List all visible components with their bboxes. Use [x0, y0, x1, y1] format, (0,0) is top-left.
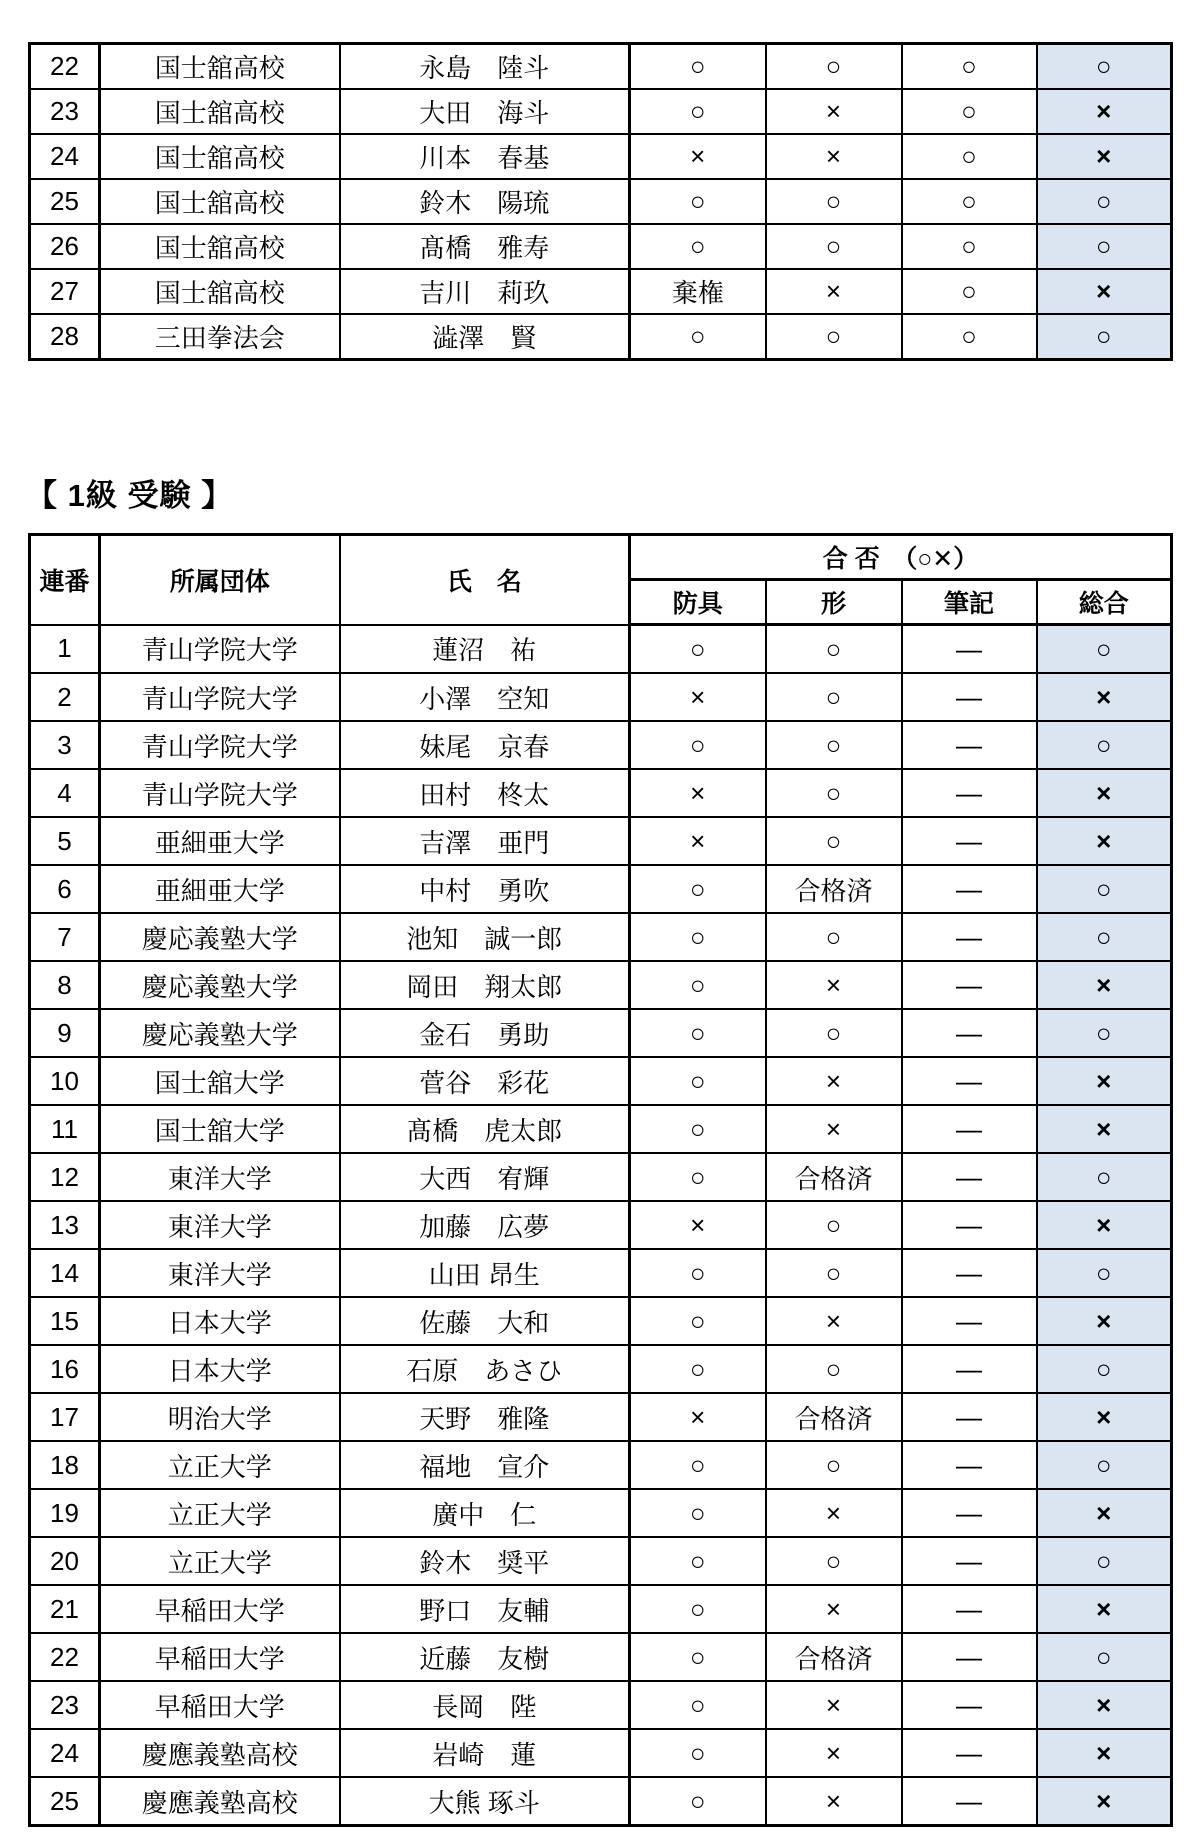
cell-org: 亜細亜大学	[100, 817, 340, 865]
cell-kata: ○	[766, 913, 902, 961]
cell-no: 16	[30, 1345, 100, 1393]
cell-name: 中村 勇吹	[340, 865, 630, 913]
table-row	[30, 1249, 1172, 1297]
cell-hikki: ―	[902, 865, 1037, 913]
cell-bogu: ○	[630, 1537, 766, 1585]
cell-kata: ○	[766, 817, 902, 865]
cell-bogu: 棄権	[630, 269, 766, 314]
cell-org: 青山学院大学	[100, 721, 340, 769]
cell-no: 17	[30, 1393, 100, 1441]
cell-kata: ×	[766, 1585, 902, 1633]
cell-org: 三田拳法会	[100, 314, 340, 360]
cell-name: 長岡 陛	[340, 1681, 630, 1729]
cell-hikki: ―	[902, 1441, 1037, 1489]
cell-hikki: ―	[902, 1345, 1037, 1393]
cell-hikki: ○	[902, 44, 1037, 90]
cell-kata: ○	[766, 224, 902, 269]
cell-name: 金石 勇助	[340, 1009, 630, 1057]
cell-name: 吉川 莉玖	[340, 269, 630, 314]
cell-sogo: ○	[1037, 314, 1172, 360]
table-row	[30, 134, 1172, 179]
cell-bogu: ○	[630, 961, 766, 1009]
table-row	[30, 721, 1172, 769]
cell-no: 8	[30, 961, 100, 1009]
cell-kata: ×	[766, 1729, 902, 1777]
table-row	[30, 1009, 1172, 1057]
cell-no: 22	[30, 1633, 100, 1681]
cell-name: 野口 友輔	[340, 1585, 630, 1633]
cell-bogu: ○	[630, 44, 766, 90]
cell-hikki: ―	[902, 1489, 1037, 1537]
col-header-organization: 所属団体	[100, 535, 340, 625]
cell-bogu: ×	[630, 1201, 766, 1249]
cell-name: 吉澤 亜門	[340, 817, 630, 865]
cell-bogu: ×	[630, 134, 766, 179]
cell-sogo: ○	[1037, 179, 1172, 224]
cell-sogo: ○	[1037, 913, 1172, 961]
cell-sogo: ○	[1037, 1633, 1172, 1681]
cell-hikki: ○	[902, 224, 1037, 269]
cell-name: 大田 海斗	[340, 89, 630, 134]
cell-sogo: ○	[1037, 44, 1172, 90]
cell-kata: ○	[766, 314, 902, 360]
table-row	[30, 1153, 1172, 1201]
cell-kata: ×	[766, 1297, 902, 1345]
table-row	[30, 1777, 1172, 1826]
col-header-overall: 総合	[1037, 580, 1172, 625]
cell-bogu: ○	[630, 625, 766, 674]
cell-kata: 合格済	[766, 1153, 902, 1201]
results-table-continued-body	[30, 44, 1172, 360]
cell-name: 池知 誠一郎	[340, 913, 630, 961]
cell-org: 早稲田大学	[100, 1681, 340, 1729]
cell-bogu: ○	[630, 1057, 766, 1105]
cell-org: 青山学院大学	[100, 673, 340, 721]
cell-hikki: ―	[902, 1009, 1037, 1057]
cell-org: 国士舘高校	[100, 269, 340, 314]
cell-sogo: ×	[1037, 134, 1172, 179]
cell-bogu: ○	[630, 179, 766, 224]
cell-org: 早稲田大学	[100, 1585, 340, 1633]
table-row	[30, 769, 1172, 817]
cell-no: 21	[30, 1585, 100, 1633]
table-row	[30, 1681, 1172, 1729]
cell-no: 18	[30, 1441, 100, 1489]
cell-hikki: ―	[902, 1633, 1037, 1681]
cell-no: 15	[30, 1297, 100, 1345]
cell-org: 東洋大学	[100, 1153, 340, 1201]
cell-name: 川本 春基	[340, 134, 630, 179]
cell-no: 23	[30, 89, 100, 134]
level1-exam-table	[28, 533, 1173, 1827]
cell-sogo: ×	[1037, 1057, 1172, 1105]
cell-kata: ○	[766, 1249, 902, 1297]
cell-org: 東洋大学	[100, 1249, 340, 1297]
table-row	[30, 625, 1172, 674]
cell-name: 鈴木 奨平	[340, 1537, 630, 1585]
results-table-continued	[28, 42, 1173, 361]
cell-hikki: ―	[902, 1537, 1037, 1585]
cell-org: 国士舘高校	[100, 134, 340, 179]
cell-org: 立正大学	[100, 1489, 340, 1537]
cell-hikki: ○	[902, 314, 1037, 360]
table-row	[30, 314, 1172, 360]
cell-bogu: ○	[630, 1153, 766, 1201]
cell-sogo: ×	[1037, 769, 1172, 817]
cell-name: 永島 陸斗	[340, 44, 630, 90]
cell-sogo: ×	[1037, 269, 1172, 314]
cell-name: 佐藤 大和	[340, 1297, 630, 1345]
cell-sogo: ×	[1037, 1393, 1172, 1441]
cell-sogo: ×	[1037, 1729, 1172, 1777]
cell-name: 鈴木 陽琉	[340, 179, 630, 224]
cell-org: 国士舘大学	[100, 1105, 340, 1153]
cell-kata: 合格済	[766, 1393, 902, 1441]
cell-bogu: ○	[630, 1585, 766, 1633]
cell-org: 明治大学	[100, 1393, 340, 1441]
cell-hikki: ―	[902, 1297, 1037, 1345]
cell-kata: ○	[766, 1009, 902, 1057]
cell-hikki: ○	[902, 134, 1037, 179]
cell-name: 廣中 仁	[340, 1489, 630, 1537]
cell-hikki: ―	[902, 721, 1037, 769]
cell-org: 立正大学	[100, 1537, 340, 1585]
cell-bogu: ○	[630, 1729, 766, 1777]
col-header-bogu: 防具	[630, 580, 766, 625]
cell-bogu: ○	[630, 865, 766, 913]
cell-org: 立正大学	[100, 1441, 340, 1489]
cell-hikki: ○	[902, 89, 1037, 134]
table-row	[30, 1297, 1172, 1345]
table-row	[30, 1345, 1172, 1393]
cell-org: 国士舘高校	[100, 44, 340, 90]
cell-no: 7	[30, 913, 100, 961]
cell-name: 菅谷 彩花	[340, 1057, 630, 1105]
table-row	[30, 1441, 1172, 1489]
cell-hikki: ―	[902, 913, 1037, 961]
cell-kata: ×	[766, 961, 902, 1009]
cell-hikki: ○	[902, 269, 1037, 314]
table-row	[30, 1201, 1172, 1249]
cell-name: 加藤 広夢	[340, 1201, 630, 1249]
cell-kata: ○	[766, 1345, 902, 1393]
cell-no: 19	[30, 1489, 100, 1537]
cell-bogu: ○	[630, 721, 766, 769]
cell-no: 1	[30, 625, 100, 674]
cell-name: 近藤 友樹	[340, 1633, 630, 1681]
cell-sogo: ×	[1037, 1777, 1172, 1826]
table-row	[30, 44, 1172, 90]
cell-no: 13	[30, 1201, 100, 1249]
table-row	[30, 89, 1172, 134]
cell-hikki: ―	[902, 1249, 1037, 1297]
table-row	[30, 865, 1172, 913]
cell-bogu: ○	[630, 224, 766, 269]
col-header-written: 筆記	[902, 580, 1037, 625]
cell-kata: 合格済	[766, 865, 902, 913]
cell-sogo: ×	[1037, 1585, 1172, 1633]
cell-bogu: ×	[630, 1393, 766, 1441]
cell-org: 慶応義塾大学	[100, 1009, 340, 1057]
cell-name: 天野 雅隆	[340, 1393, 630, 1441]
cell-hikki: ―	[902, 1585, 1037, 1633]
cell-bogu: ○	[630, 1345, 766, 1393]
cell-sogo: ×	[1037, 1105, 1172, 1153]
cell-no: 27	[30, 269, 100, 314]
cell-bogu: ○	[630, 1681, 766, 1729]
cell-no: 6	[30, 865, 100, 913]
cell-bogu: ○	[630, 1633, 766, 1681]
cell-no: 25	[30, 179, 100, 224]
cell-kata: ○	[766, 179, 902, 224]
cell-no: 4	[30, 769, 100, 817]
cell-kata: ×	[766, 1105, 902, 1153]
cell-name: 澁澤 賢	[340, 314, 630, 360]
cell-no: 22	[30, 44, 100, 90]
cell-bogu: ○	[630, 1297, 766, 1345]
cell-no: 2	[30, 673, 100, 721]
cell-name: 山田 昂生	[340, 1249, 630, 1297]
cell-hikki: ―	[902, 817, 1037, 865]
cell-hikki: ―	[902, 1681, 1037, 1729]
cell-sogo: ×	[1037, 1489, 1172, 1537]
cell-org: 日本大学	[100, 1345, 340, 1393]
cell-sogo: ×	[1037, 817, 1172, 865]
table-row	[30, 961, 1172, 1009]
cell-sogo: ×	[1037, 89, 1172, 134]
cell-bogu: ○	[630, 1489, 766, 1537]
table-row	[30, 673, 1172, 721]
cell-sogo: ×	[1037, 1201, 1172, 1249]
cell-name: 田村 柊太	[340, 769, 630, 817]
cell-hikki: ―	[902, 961, 1037, 1009]
table-row	[30, 817, 1172, 865]
cell-org: 国士舘高校	[100, 179, 340, 224]
col-header-kata: 形	[766, 580, 902, 625]
table-row	[30, 913, 1172, 961]
cell-sogo: ×	[1037, 673, 1172, 721]
cell-bogu: ○	[630, 1777, 766, 1826]
cell-sogo: ○	[1037, 625, 1172, 674]
cell-hikki: ―	[902, 1393, 1037, 1441]
cell-bogu: ×	[630, 673, 766, 721]
cell-kata: ○	[766, 625, 902, 674]
cell-kata: ×	[766, 269, 902, 314]
cell-no: 9	[30, 1009, 100, 1057]
cell-name: 小澤 空知	[340, 673, 630, 721]
cell-org: 慶應義塾高校	[100, 1729, 340, 1777]
cell-bogu: ○	[630, 1105, 766, 1153]
cell-name: 大西 宥輝	[340, 1153, 630, 1201]
cell-no: 14	[30, 1249, 100, 1297]
col-header-number: 連番	[30, 535, 100, 625]
cell-hikki: ―	[902, 673, 1037, 721]
cell-hikki: ―	[902, 1777, 1037, 1826]
cell-sogo: ○	[1037, 1249, 1172, 1297]
cell-bogu: ○	[630, 1249, 766, 1297]
cell-bogu: ○	[630, 89, 766, 134]
cell-kata: ○	[766, 1441, 902, 1489]
cell-kata: ×	[766, 1489, 902, 1537]
cell-sogo: ○	[1037, 1441, 1172, 1489]
table-row	[30, 1537, 1172, 1585]
cell-name: 岩崎 蓮	[340, 1729, 630, 1777]
cell-kata: ○	[766, 44, 902, 90]
cell-org: 国士舘高校	[100, 224, 340, 269]
cell-no: 10	[30, 1057, 100, 1105]
col-header-pass-fail-group: 合 否 （○✕）	[630, 535, 1172, 580]
cell-no: 12	[30, 1153, 100, 1201]
cell-sogo: ○	[1037, 721, 1172, 769]
cell-kata: 合格済	[766, 1633, 902, 1681]
cell-hikki: ―	[902, 1057, 1037, 1105]
cell-hikki: ―	[902, 1153, 1037, 1201]
cell-no: 25	[30, 1777, 100, 1826]
cell-no: 3	[30, 721, 100, 769]
cell-bogu: ×	[630, 769, 766, 817]
cell-name: 大熊 琢斗	[340, 1777, 630, 1826]
cell-kata: ○	[766, 673, 902, 721]
cell-no: 28	[30, 314, 100, 360]
table-row	[30, 1393, 1172, 1441]
cell-org: 慶應義塾高校	[100, 1777, 340, 1826]
cell-sogo: ○	[1037, 865, 1172, 913]
cell-kata: ×	[766, 89, 902, 134]
cell-bogu: ○	[630, 1441, 766, 1489]
cell-no: 20	[30, 1537, 100, 1585]
table-row	[30, 1585, 1172, 1633]
cell-org: 亜細亜大学	[100, 865, 340, 913]
cell-hikki: ―	[902, 1105, 1037, 1153]
cell-org: 慶応義塾大学	[100, 913, 340, 961]
cell-kata: ×	[766, 134, 902, 179]
table-row	[30, 269, 1172, 314]
cell-kata: ○	[766, 721, 902, 769]
table-row	[30, 1105, 1172, 1153]
cell-sogo: ○	[1037, 1345, 1172, 1393]
col-header-name: 氏 名	[340, 535, 630, 625]
cell-hikki: ―	[902, 1201, 1037, 1249]
table-row	[30, 1489, 1172, 1537]
table-row	[30, 179, 1172, 224]
cell-sogo: ○	[1037, 224, 1172, 269]
cell-bogu: ○	[630, 913, 766, 961]
cell-hikki: ○	[902, 179, 1037, 224]
cell-sogo: ×	[1037, 961, 1172, 1009]
cell-name: 岡田 翔太郎	[340, 961, 630, 1009]
cell-org: 東洋大学	[100, 1201, 340, 1249]
cell-no: 24	[30, 1729, 100, 1777]
cell-org: 早稲田大学	[100, 1633, 340, 1681]
cell-name: 妹尾 京春	[340, 721, 630, 769]
cell-org: 日本大学	[100, 1297, 340, 1345]
cell-kata: ×	[766, 1681, 902, 1729]
cell-kata: ○	[766, 1201, 902, 1249]
table-row	[30, 1633, 1172, 1681]
cell-name: 石原 あさひ	[340, 1345, 630, 1393]
cell-kata: ×	[766, 1057, 902, 1105]
cell-org: 青山学院大学	[100, 625, 340, 674]
cell-hikki: ―	[902, 1729, 1037, 1777]
cell-name: 福地 宣介	[340, 1441, 630, 1489]
cell-bogu: ×	[630, 817, 766, 865]
cell-org: 慶応義塾大学	[100, 961, 340, 1009]
cell-name: 蓮沼 祐	[340, 625, 630, 674]
section-title: 【 1級 受験 】	[26, 478, 234, 513]
cell-org: 国士舘大学	[100, 1057, 340, 1105]
table-row	[30, 1729, 1172, 1777]
cell-kata: ○	[766, 1537, 902, 1585]
table-row	[30, 224, 1172, 269]
cell-no: 26	[30, 224, 100, 269]
cell-sogo: ○	[1037, 1537, 1172, 1585]
cell-name: 髙橋 雅寿	[340, 224, 630, 269]
cell-sogo: ×	[1037, 1297, 1172, 1345]
cell-bogu: ○	[630, 314, 766, 360]
cell-org: 青山学院大学	[100, 769, 340, 817]
cell-kata: ○	[766, 769, 902, 817]
cell-no: 23	[30, 1681, 100, 1729]
cell-no: 11	[30, 1105, 100, 1153]
cell-hikki: ―	[902, 769, 1037, 817]
cell-kata: ×	[766, 1777, 902, 1826]
cell-org: 国士舘高校	[100, 89, 340, 134]
cell-sogo: ○	[1037, 1153, 1172, 1201]
cell-hikki: ―	[902, 625, 1037, 674]
cell-name: 髙橋 虎太郎	[340, 1105, 630, 1153]
cell-bogu: ○	[630, 1009, 766, 1057]
cell-sogo: ×	[1037, 1681, 1172, 1729]
cell-no: 5	[30, 817, 100, 865]
level1-exam-table-body	[30, 625, 1172, 1826]
table-row	[30, 1057, 1172, 1105]
cell-sogo: ○	[1037, 1009, 1172, 1057]
cell-no: 24	[30, 134, 100, 179]
level1-exam-table-header	[30, 535, 1172, 625]
